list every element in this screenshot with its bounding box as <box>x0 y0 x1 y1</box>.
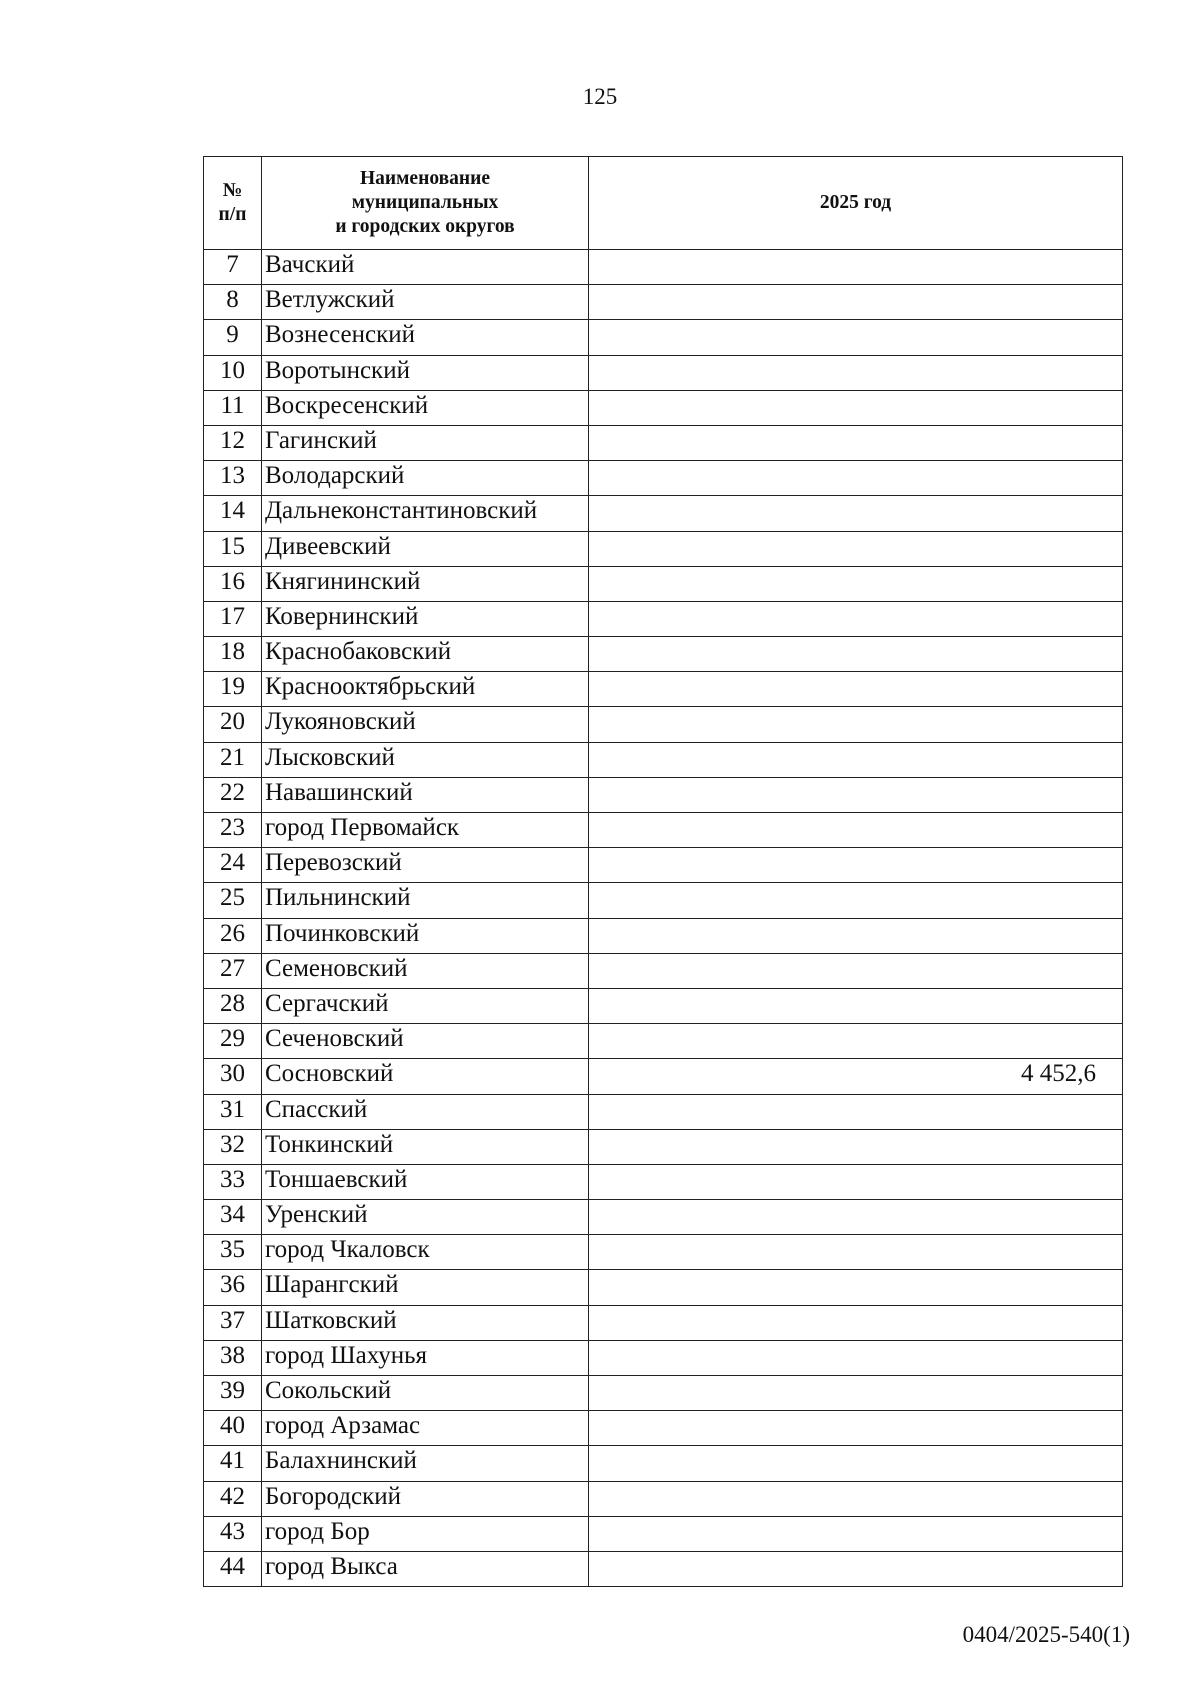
table-row <box>204 813 1123 848</box>
header-name <box>262 157 589 250</box>
row-value <box>589 461 1123 496</box>
table-row <box>204 531 1123 566</box>
row-value <box>589 707 1123 742</box>
table-row <box>204 1024 1123 1059</box>
row-number: 7 <box>204 250 262 285</box>
table-row <box>204 566 1123 601</box>
table-row <box>204 672 1123 707</box>
row-value <box>589 813 1123 848</box>
row-name: Княгининский <box>262 566 589 601</box>
row-name: Перевозский <box>262 848 589 883</box>
row-value <box>589 285 1123 320</box>
row-number: 22 <box>204 777 262 812</box>
row-name: город Бор <box>262 1516 589 1551</box>
table-row <box>204 390 1123 425</box>
page-number: 125 <box>582 84 618 109</box>
row-name: Ветлужский <box>262 285 589 320</box>
row-value <box>589 1024 1123 1059</box>
row-value <box>589 496 1123 531</box>
row-value <box>589 425 1123 460</box>
row-value <box>589 566 1123 601</box>
table-row <box>204 601 1123 636</box>
row-name: Лысковский <box>262 742 589 777</box>
row-value <box>589 1446 1123 1481</box>
row-value <box>589 531 1123 566</box>
row-number: 16 <box>204 566 262 601</box>
table-row <box>204 1305 1123 1340</box>
row-name: Тоншаевский <box>262 1164 589 1199</box>
row-number: 18 <box>204 637 262 672</box>
table-row <box>204 988 1123 1023</box>
row-value <box>589 883 1123 918</box>
row-number: 12 <box>204 425 262 460</box>
table-row <box>204 707 1123 742</box>
row-value <box>589 777 1123 812</box>
row-number: 42 <box>204 1481 262 1516</box>
row-number: 29 <box>204 1024 262 1059</box>
table-row <box>204 496 1123 531</box>
row-name: Шарангский <box>262 1270 589 1305</box>
row-value <box>589 1270 1123 1305</box>
document-code: 0404/2025-540(1) <box>962 1622 1130 1647</box>
row-name: Шатковский <box>262 1305 589 1340</box>
table-row <box>204 777 1123 812</box>
row-value: 4 452,6 <box>589 1059 1123 1094</box>
header-year: 2025 год <box>589 157 1123 250</box>
table-row <box>204 1551 1123 1586</box>
table-row <box>204 1481 1123 1516</box>
row-number: 27 <box>204 953 262 988</box>
row-name: Дальнеконстантиновский <box>262 496 589 531</box>
row-number: 9 <box>204 320 262 355</box>
header-num <box>204 157 262 250</box>
row-number: 20 <box>204 707 262 742</box>
table-row <box>204 637 1123 672</box>
table-row <box>204 461 1123 496</box>
row-value <box>589 1551 1123 1586</box>
row-name: Сеченовский <box>262 1024 589 1059</box>
table-row <box>204 1516 1123 1551</box>
row-number: 28 <box>204 988 262 1023</box>
row-number: 37 <box>204 1305 262 1340</box>
row-value <box>589 390 1123 425</box>
table-row <box>204 1376 1123 1411</box>
row-number: 36 <box>204 1270 262 1305</box>
row-value <box>589 742 1123 777</box>
row-value <box>589 1129 1123 1164</box>
row-name: Воскресенский <box>262 390 589 425</box>
table-row <box>204 742 1123 777</box>
row-name: Вачский <box>262 250 589 285</box>
row-name: Пильнинский <box>262 883 589 918</box>
row-number: 41 <box>204 1446 262 1481</box>
row-number: 26 <box>204 918 262 953</box>
header-num-line: № <box>222 180 243 201</box>
header-name-line: муниципальных <box>351 192 499 213</box>
row-value <box>589 637 1123 672</box>
row-number: 11 <box>204 390 262 425</box>
row-number: 25 <box>204 883 262 918</box>
row-name: Гагинский <box>262 425 589 460</box>
row-value <box>589 848 1123 883</box>
row-value <box>589 953 1123 988</box>
row-name: Лукояновский <box>262 707 589 742</box>
row-name: Краснобаковский <box>262 637 589 672</box>
table-row <box>204 1129 1123 1164</box>
table-row <box>204 285 1123 320</box>
row-name: Богородский <box>262 1481 589 1516</box>
row-number: 30 <box>204 1059 262 1094</box>
row-number: 39 <box>204 1376 262 1411</box>
row-value <box>589 355 1123 390</box>
table-row <box>204 918 1123 953</box>
row-name: город Чкаловск <box>262 1235 589 1270</box>
row-name: город Выкса <box>262 1551 589 1586</box>
row-number: 15 <box>204 531 262 566</box>
table-row <box>204 320 1123 355</box>
row-value <box>589 1164 1123 1199</box>
table-row <box>204 848 1123 883</box>
row-name: Дивеевский <box>262 531 589 566</box>
row-value <box>589 988 1123 1023</box>
row-number: 21 <box>204 742 262 777</box>
row-value <box>589 672 1123 707</box>
table-row <box>204 883 1123 918</box>
row-name: Сергачский <box>262 988 589 1023</box>
row-number: 24 <box>204 848 262 883</box>
table-row <box>204 1200 1123 1235</box>
table-row <box>204 1059 1123 1094</box>
row-name: город Первомайск <box>262 813 589 848</box>
row-name: город Шахунья <box>262 1340 589 1375</box>
row-number: 23 <box>204 813 262 848</box>
row-number: 32 <box>204 1129 262 1164</box>
header-name-line: Наименование <box>360 168 490 189</box>
row-number: 13 <box>204 461 262 496</box>
row-value <box>589 320 1123 355</box>
row-value <box>589 1376 1123 1411</box>
header-num-line: п/п <box>218 204 247 225</box>
row-name: Навашинский <box>262 777 589 812</box>
row-value <box>589 1305 1123 1340</box>
table-row <box>204 1270 1123 1305</box>
row-number: 19 <box>204 672 262 707</box>
table-row <box>204 1164 1123 1199</box>
row-name: город Арзамас <box>262 1411 589 1446</box>
row-name: Тонкинский <box>262 1129 589 1164</box>
table-row <box>204 1340 1123 1375</box>
row-value <box>589 1340 1123 1375</box>
row-value <box>589 1481 1123 1516</box>
table-body <box>204 250 1123 1587</box>
row-name: Краснооктябрьский <box>262 672 589 707</box>
row-number: 43 <box>204 1516 262 1551</box>
row-name: Воротынский <box>262 355 589 390</box>
row-number: 44 <box>204 1551 262 1586</box>
row-value <box>589 1516 1123 1551</box>
table-row <box>204 425 1123 460</box>
row-value <box>589 601 1123 636</box>
row-name: Уренский <box>262 1200 589 1235</box>
row-number: 14 <box>204 496 262 531</box>
row-number: 33 <box>204 1164 262 1199</box>
row-number: 17 <box>204 601 262 636</box>
row-name: Балахнинский <box>262 1446 589 1481</box>
row-number: 31 <box>204 1094 262 1129</box>
table-row <box>204 1094 1123 1129</box>
row-value <box>589 1200 1123 1235</box>
row-name: Спасский <box>262 1094 589 1129</box>
table-row <box>204 1235 1123 1270</box>
table-header-row <box>204 157 1123 250</box>
header-name-line: и городских округов <box>335 216 515 237</box>
row-number: 35 <box>204 1235 262 1270</box>
row-name: Сосновский <box>262 1059 589 1094</box>
row-number: 38 <box>204 1340 262 1375</box>
row-name: Сокольский <box>262 1376 589 1411</box>
row-value <box>589 1411 1123 1446</box>
row-name: Ковернинский <box>262 601 589 636</box>
table-row <box>204 355 1123 390</box>
table-row <box>204 953 1123 988</box>
table-row <box>204 250 1123 285</box>
row-name: Починковский <box>262 918 589 953</box>
table-row <box>204 1446 1123 1481</box>
municipal-table <box>203 156 1123 1587</box>
row-number: 8 <box>204 285 262 320</box>
row-value <box>589 918 1123 953</box>
row-number: 34 <box>204 1200 262 1235</box>
row-value <box>589 250 1123 285</box>
row-number: 10 <box>204 355 262 390</box>
row-value <box>589 1094 1123 1129</box>
row-value <box>589 1235 1123 1270</box>
table-row <box>204 1411 1123 1446</box>
row-name: Семеновский <box>262 953 589 988</box>
row-name: Володарский <box>262 461 589 496</box>
row-number: 40 <box>204 1411 262 1446</box>
row-name: Вознесенский <box>262 320 589 355</box>
